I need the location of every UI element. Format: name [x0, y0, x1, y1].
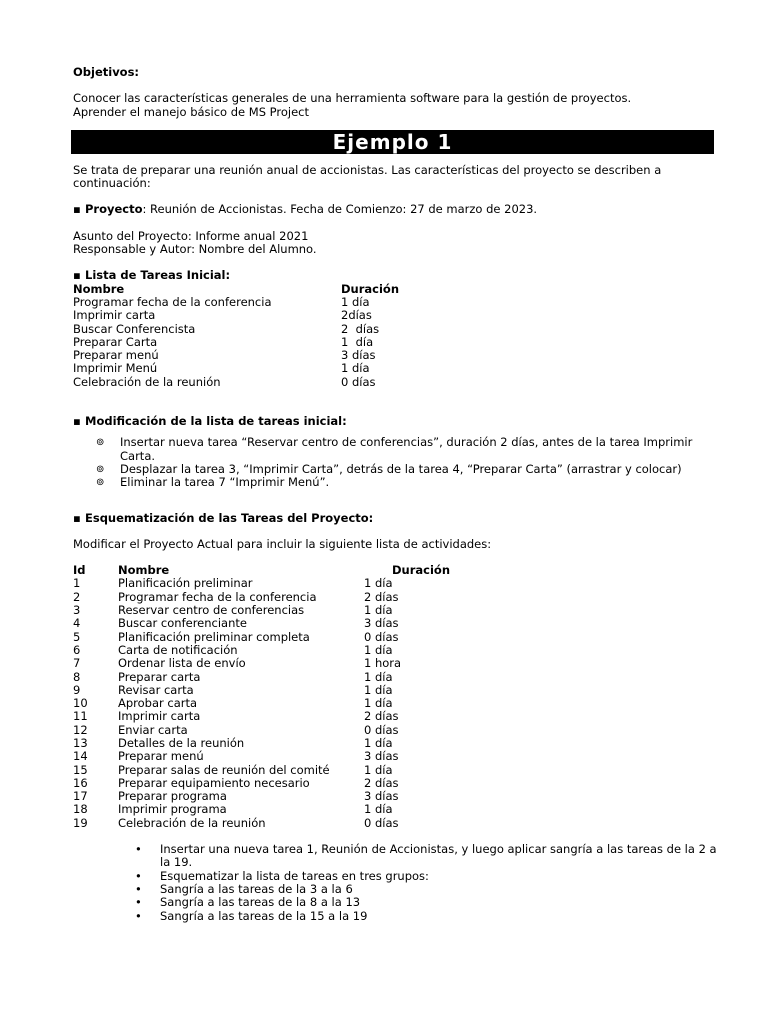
task-duration: 2 días [341, 321, 380, 336]
task-name: Aprobar carta [118, 696, 198, 711]
table-row [73, 777, 718, 790]
task-duration: 3 días [341, 348, 376, 363]
instruction-text: Esquematizar la lista de tareas en tres grupos: [160, 868, 429, 883]
column-header-duration: Duración [341, 281, 400, 296]
task-duration: 3 días [364, 749, 399, 764]
task-duration: 1 día [364, 696, 393, 711]
task-duration: 0 días [364, 629, 399, 644]
task-id: 9 [73, 682, 81, 697]
task-duration: 2días [341, 308, 372, 323]
task-name: Preparar menú [73, 348, 159, 363]
circle-bullet-icon: ⊚ [96, 463, 105, 475]
bullet-icon: • [135, 868, 142, 883]
task-id: 12 [73, 722, 88, 737]
table-row [73, 750, 718, 763]
table-row [73, 737, 718, 750]
task-name: Programar fecha de la conferencia [73, 294, 272, 309]
table-row [73, 803, 718, 816]
table-row [73, 724, 718, 737]
table-row [73, 697, 718, 710]
example-banner: Ejemplo 1 [71, 130, 714, 154]
bullet-icon: • [135, 895, 142, 910]
task-id: 11 [73, 709, 88, 724]
list-item [96, 463, 718, 476]
project-text: : Reunión de Accionistas. Fecha de Comienzo: 27 de marzo de 2023. [142, 202, 538, 217]
initial-list-heading: Lista de Tareas Inicial: [85, 268, 231, 283]
table-row [73, 349, 718, 362]
task-duration: 0 días [341, 374, 376, 389]
table-row [73, 577, 718, 590]
instruction-text: Sangría a las tareas de la 3 a la 6 [160, 881, 353, 896]
task-id: 17 [73, 789, 88, 804]
task-name: Planificación preliminar completa [118, 629, 310, 644]
task-name: Imprimir Menú [73, 361, 158, 376]
bullet-icon: • [135, 908, 142, 923]
task-duration: 1 día [364, 735, 393, 750]
task-id: 3 [73, 603, 81, 618]
task-duration: 1 día [364, 682, 393, 697]
column-header-name: Nombre [118, 563, 170, 578]
list-item [135, 896, 718, 909]
task-name: Revisar carta [118, 682, 194, 697]
task-name: Carta de notificación [118, 642, 238, 657]
task-name: Ordenar lista de envío [118, 656, 246, 671]
task-name: Buscar conferenciante [118, 616, 247, 631]
task-id: 18 [73, 802, 88, 817]
task-name: Detalles de la reunión [118, 735, 245, 750]
table-row [73, 296, 718, 309]
instruction-text: Insertar una nueva tarea 1, Reunión de Accionistas, y luego aplicar sangría a las tareas de la 2 a la 19. [160, 842, 717, 870]
schema-intro: Modificar el Proyecto Actual para incluir la siguiente lista de actividades: [73, 536, 492, 551]
task-duration: 3 días [364, 616, 399, 631]
project-label: Proyecto [85, 202, 143, 217]
project-subject: Asunto del Proyecto: Informe anual 2021 [73, 228, 309, 243]
task-id: 2 [73, 589, 81, 604]
table-row [73, 657, 718, 670]
bullet-mark: ▪ [73, 268, 81, 283]
task-id: 7 [73, 656, 81, 671]
task-id: 6 [73, 642, 81, 657]
bullet-icon: • [135, 881, 142, 896]
task-name: Programar fecha de la conferencia [118, 589, 317, 604]
instruction-text: Sangría a las tareas de la 8 a la 13 [160, 895, 361, 910]
intro-paragraph: Se trata de preparar una reunión anual de accionistas. Las características del proyecto se describen a continuación: [73, 162, 662, 191]
task-id: 1 [73, 576, 81, 591]
task-name: Buscar Conferencista [73, 321, 196, 336]
task-name: Reservar centro de conferencias [118, 603, 305, 618]
objective-line-1: Conocer las características generales de una herramienta software para la gestión de proyectos. [73, 91, 632, 106]
document-page [73, 66, 718, 923]
table-row [73, 671, 718, 684]
table-row [73, 631, 718, 644]
column-header-id: Id [73, 563, 86, 578]
task-name: Imprimir carta [73, 308, 156, 323]
circle-bullet-icon: ⊚ [96, 437, 105, 449]
task-id: 10 [73, 696, 88, 711]
task-name: Celebración de la reunión [73, 374, 221, 389]
list-item [96, 436, 718, 463]
table-row [73, 764, 718, 777]
table-row [73, 684, 718, 697]
task-duration: 1 día [364, 762, 393, 777]
modification-bullet [73, 415, 718, 428]
bullet-mark: ▪ [73, 510, 81, 525]
list-item [135, 910, 718, 923]
list-item [135, 883, 718, 896]
modification-text: Insertar nueva tarea “Reservar centro de conferencias”, duración 2 días, antes de la tarea Imprimir Carta. [120, 435, 693, 463]
objective-line-2: Aprender el manejo básico de MS Project [73, 104, 309, 119]
task-duration: 2 días [364, 709, 399, 724]
task-duration: 1 día [364, 576, 393, 591]
task-name: Preparar equipamiento necesario [118, 775, 310, 790]
table-row [73, 644, 718, 657]
table-row [73, 362, 718, 375]
task-name: Preparar programa [118, 789, 227, 804]
task-duration: 2 días [364, 589, 399, 604]
final-instruction-list [135, 843, 718, 923]
task-duration: 1 día [364, 642, 393, 657]
list-item [96, 476, 718, 489]
bullet-mark: ▪ [73, 202, 81, 217]
initial-task-table [73, 283, 718, 389]
task-id: 14 [73, 749, 88, 764]
task-id: 15 [73, 762, 88, 777]
task-name: Celebración de la reunión [118, 815, 266, 830]
table-row [73, 336, 718, 349]
task-duration: 0 días [364, 722, 399, 737]
modification-text: Eliminar la tarea 7 “Imprimir Menú”. [120, 475, 330, 490]
table-row [73, 376, 718, 389]
task-duration: 1 hora [364, 656, 402, 671]
task-name: Preparar Carta [73, 334, 158, 349]
table-row [73, 309, 718, 322]
table-row [73, 817, 718, 830]
task-name: Preparar carta [118, 669, 201, 684]
task-duration: 1 día [364, 802, 393, 817]
table-row [73, 710, 718, 723]
task-id: 16 [73, 775, 88, 790]
modification-list [96, 436, 718, 489]
instruction-text: Sangría a las tareas de la 15 a la 19 [160, 908, 368, 923]
table-row [73, 604, 718, 617]
task-name: Enviar carta [118, 722, 188, 737]
circle-bullet-icon: ⊚ [96, 477, 105, 489]
task-id: 5 [73, 629, 81, 644]
table-row [73, 591, 718, 604]
task-name: Imprimir carta [118, 709, 201, 724]
initial-list-bullet [73, 269, 718, 282]
modification-heading: Modificación de la lista de tareas inicial: [85, 414, 347, 429]
activity-table [73, 564, 718, 830]
task-id: 8 [73, 669, 81, 684]
task-duration: 1 día [341, 294, 370, 309]
schema-bullet [73, 512, 718, 525]
task-id: 4 [73, 616, 81, 631]
task-name: Preparar menú [118, 749, 204, 764]
project-author: Responsable y Autor: Nombre del Alumno. [73, 242, 317, 257]
table-row [73, 323, 718, 336]
task-name: Imprimir programa [118, 802, 227, 817]
table-header [73, 564, 718, 577]
task-duration: 1 día [364, 603, 393, 618]
task-name: Planificación preliminar [118, 576, 253, 591]
list-item [135, 870, 718, 883]
task-duration: 3 días [364, 789, 399, 804]
task-duration: 1 día [341, 334, 374, 349]
table-row [73, 617, 718, 630]
task-duration: 0 días [364, 815, 399, 830]
modification-text: Desplazar la tarea 3, “Imprimir Carta”, detrás de la tarea 4, “Preparar Carta” (arrastrar y colocar) [120, 461, 682, 476]
list-item [135, 843, 718, 870]
column-header-duration: Duración [392, 563, 451, 578]
schema-heading: Esquematización de las Tareas del Proyecto: [85, 510, 374, 525]
bullet-icon: • [135, 842, 142, 857]
task-duration: 1 día [341, 361, 370, 376]
table-row [73, 790, 718, 803]
bullet-mark: ▪ [73, 414, 81, 429]
table-header [73, 283, 718, 296]
task-duration: 2 días [364, 775, 399, 790]
task-id: 19 [73, 815, 88, 830]
column-header-name: Nombre [73, 281, 125, 296]
task-duration: 1 día [364, 669, 393, 684]
objectives-heading: Objetivos: [73, 65, 140, 79]
task-id: 13 [73, 735, 88, 750]
project-bullet [73, 203, 718, 216]
task-name: Preparar salas de reunión del comité [118, 762, 330, 777]
